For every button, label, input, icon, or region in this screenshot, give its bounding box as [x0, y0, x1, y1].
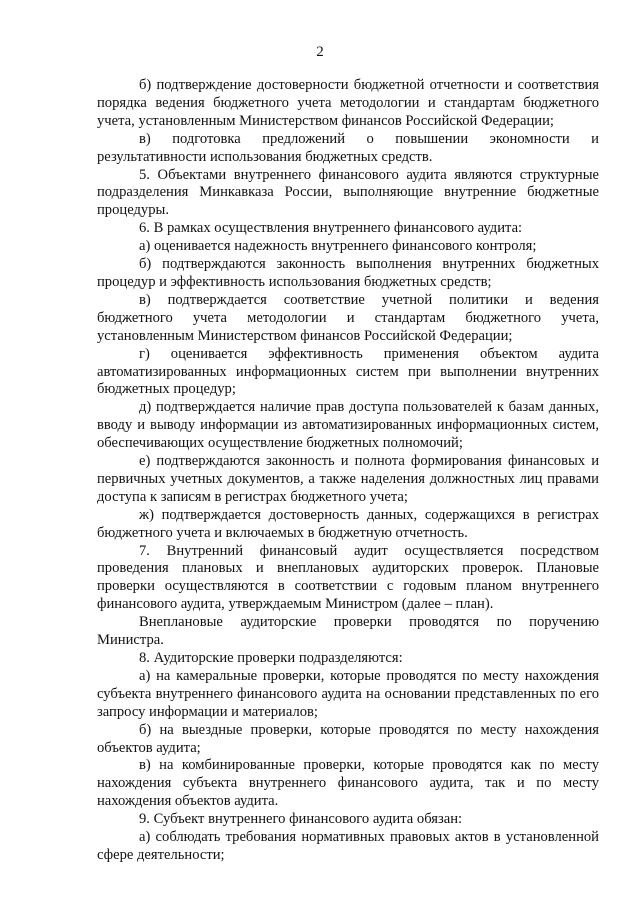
paragraph-6d: д) подтверждается наличие прав доступа пользователей к базам данных, вводу и выводу информации из автоматизированных информационных систем, обеспечивающих осуществление бюджетных полномочий; [97, 399, 599, 452]
paragraph-6e: е) подтверждаются законность и полнота формирования финансовых и первичных учетных документов, а также наделения должностных лиц правами доступа к записям в регистрах бюджетного учета; [97, 453, 599, 505]
paragraph-9: 9. Субъект внутреннего финансового аудита обязан: [139, 811, 463, 828]
paragraph-6a: а) оценивается надежность внутреннего финансового контроля; [139, 238, 537, 255]
document-body [97, 77, 599, 865]
paragraph-5: 5. Объектами внутреннего финансового аудита являются структурные подразделения Минкавказа России, выполняющие внутренние бюджетные процедуры. [97, 166, 599, 219]
paragraph-1b: б) подтверждение достоверности бюджетной отчетности и соответствия порядка ведения бюджетного учета методологии и стандартам бюджетного учета, установленным Министерством финансов Российской Федерации; [97, 77, 599, 129]
paragraph-6: 6. В рамках осуществления внутреннего финансового аудита: [139, 220, 523, 237]
paragraph-8v: в) на комбинированные проверки, которые проводятся как по месту нахождения субъекта внутреннего финансового аудита, так и по месту нахождения объектов аудита. [97, 757, 599, 810]
paragraph-8b: б) на выездные проверки, которые проводятся по месту нахождения объектов аудита; [97, 721, 599, 756]
paragraph-6b: б) подтверждаются законность выполнения внутренних бюджетных процедур и эффективность использования бюджетных средств; [97, 256, 599, 290]
paragraph-7-unplanned: Внеплановые аудиторские проверки проводятся по поручению Министра. [97, 614, 599, 649]
paragraph-6g: г) оценивается эффективность применения объектом аудита автоматизированных информационных систем при выполнении внутренних бюджетных процедур; [97, 345, 599, 398]
paragraph-6zh: ж) подтверждается достоверность данных, содержащихся в регистрах бюджетного учета и включаемых в бюджетную отчетность. [97, 506, 599, 541]
paragraph-6v: в) подтверждается соответствие учетной политики и ведения бюджетного учета методологии и стандартам бюджетного учета, установленным Министерством финансов Российской Федерации; [97, 291, 599, 344]
page-number: 2 [316, 44, 324, 60]
paragraph-1v: в) подготовка предложений о повышении экономности и результативности использования бюджетных средств. [97, 130, 599, 165]
paragraph-9a: а) соблюдать требования нормативных правовых актов в установленной сфере деятельности; [97, 829, 599, 863]
paragraph-7: 7. Внутренний финансовый аудит осуществляется посредством проведения плановых и внеплановых аудиторских проверок. Плановые проверки осуществляются в соответствии с годовым планом внутреннего финансового аудита, утверждаемым Министром (далее – план). [97, 542, 599, 613]
paragraph-8: 8. Аудиторские проверки подразделяются: [139, 650, 403, 666]
paragraph-8a: а) на камеральные проверки, которые проводятся по месту нахождения субъекта внутреннего финансового аудита на основании представленных по его запросу информации и материалов; [97, 667, 599, 720]
